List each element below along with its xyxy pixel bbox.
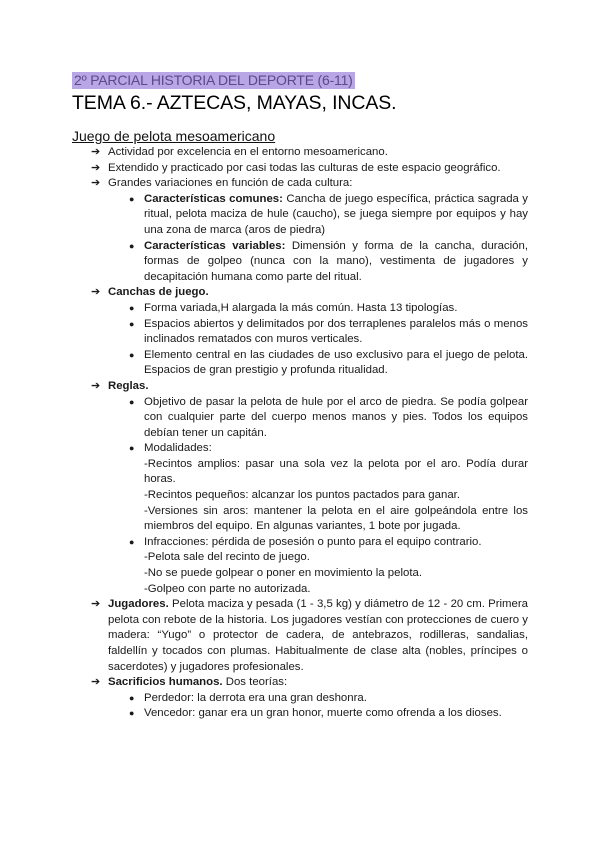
arrow-icon: ➔ <box>91 286 101 299</box>
sub-list-item: ● Infracciones: pérdida de posesión o punto para el equipo contrario. <box>72 535 528 551</box>
page-title: TEMA 6.- AZTECAS, MAYAS, INCAS. <box>72 92 397 114</box>
bullet-icon: ● <box>129 240 135 251</box>
bullet-icon: ● <box>129 318 135 329</box>
list-item: ➔ Jugadores. Pelota maciza y pesada (1 - 3,5 kg) y diámetro de 12 - 20 cm. Primera pelota con rebote de la historia. Los jugadores vestían con protecciones de cuero y madera: “Yugo” o protector de cadera, de antebrazos, rodilleras, sandalias, faldellín y tocados con plumas. Habitualmente de clase alta (nobles, príncipes o sacerdotes) y jugadores profesionales. <box>91 598 528 673</box>
list-item: ➔ Extendido y practicado por casi todas las culturas de este espacio geográfico. <box>72 161 528 177</box>
bullet-icon: ● <box>129 193 135 204</box>
sub-list-item: ● Espacios abiertos y delimitados por dos terraplenes paralelos más o menos inclinados rematados con muros verticales. <box>129 317 528 346</box>
list-item: ➔ Canchas de juego. <box>72 285 528 301</box>
outline-list <box>72 145 528 722</box>
course-banner: 2º PARCIAL HISTORIA DEL DEPORTE (6-11) <box>74 72 353 88</box>
arrow-icon: ➔ <box>91 598 101 611</box>
list-item: ➔ Sacrificios humanos. Dos teorías: <box>72 675 528 691</box>
list-item: ➔ Actividad por excelencia en el entorno mesoamericano. <box>72 145 528 161</box>
document-page <box>72 72 528 722</box>
sub-list-item: ● Objetivo de pasar la pelota de hule por el arco de piedra. Se podía golpear con cualquier parte del cuerpo menos manos y pies. Todos los equipos debían tener un capitán. <box>129 395 528 439</box>
sub-list-item: ● Perdedor: la derrota era una gran deshonra. <box>72 691 528 707</box>
text-line: -Pelota sale del recinto de juego. <box>144 551 310 564</box>
sub-list-item: ● Características variables: Dimensión y forma de la cancha, duración, formas de golpeo (nunca con la mano), vestimenta de jugadores y decapitación humana como parte del ritual. <box>129 239 528 283</box>
bullet-icon: ● <box>129 443 135 454</box>
list-item: ➔ Reglas. <box>72 379 528 395</box>
text-line: -Recintos amplios: pasar una sola vez la pelota por el aro. Podía durar horas. <box>144 457 528 486</box>
text-line: -No se puede golpear o poner en movimiento la pelota. <box>144 567 422 580</box>
sub-list-item: ● Elemento central en las ciudades de uso exclusivo para el juego de pelota. Espacios de gran prestigio y profunda ritualidad. <box>129 348 528 377</box>
bullet-icon: ● <box>129 302 135 313</box>
sub-list-item: ● Vencedor: ganar era un gran honor, muerte como ofrenda a los dioses. <box>72 706 528 722</box>
arrow-icon: ➔ <box>91 379 101 392</box>
text-line: -Versiones sin aros: mantener la pelota en el aire golpeándola entre los miembros del equipo. En algunas variantes, 1 bote por jugada. <box>144 504 528 533</box>
arrow-icon: ➔ <box>91 146 101 158</box>
arrow-icon: ➔ <box>91 676 101 689</box>
bullet-icon: ● <box>129 692 135 703</box>
bullet-icon: ● <box>129 396 135 407</box>
bullet-icon: ● <box>129 708 135 719</box>
text-line: -Recintos pequeños: alcanzar los puntos pactados para ganar. <box>144 489 460 502</box>
sub-list-item: ● Modalidades: <box>72 441 528 457</box>
text-line: -Golpeo con parte no autorizada. <box>144 582 311 595</box>
sub-list-item: ● Forma variada,H alargada la más común. Hasta 13 tipologías. <box>72 301 528 317</box>
arrow-icon: ➔ <box>91 177 101 190</box>
list-item: ➔ Grandes variaciones en función de cada cultura: <box>72 176 528 192</box>
bullet-icon: ● <box>129 536 135 547</box>
arrow-icon: ➔ <box>91 161 101 174</box>
section-title: Juego de pelota mesoamericano <box>72 128 276 144</box>
bullet-icon: ● <box>129 349 135 360</box>
sub-list-item: ● Características comunes: Cancha de juego específica, práctica sagrada y ritual, pelota maciza de hule (caucho), se juega siempre por equipos y hay una zona de marca (aros de piedra) <box>129 192 528 236</box>
